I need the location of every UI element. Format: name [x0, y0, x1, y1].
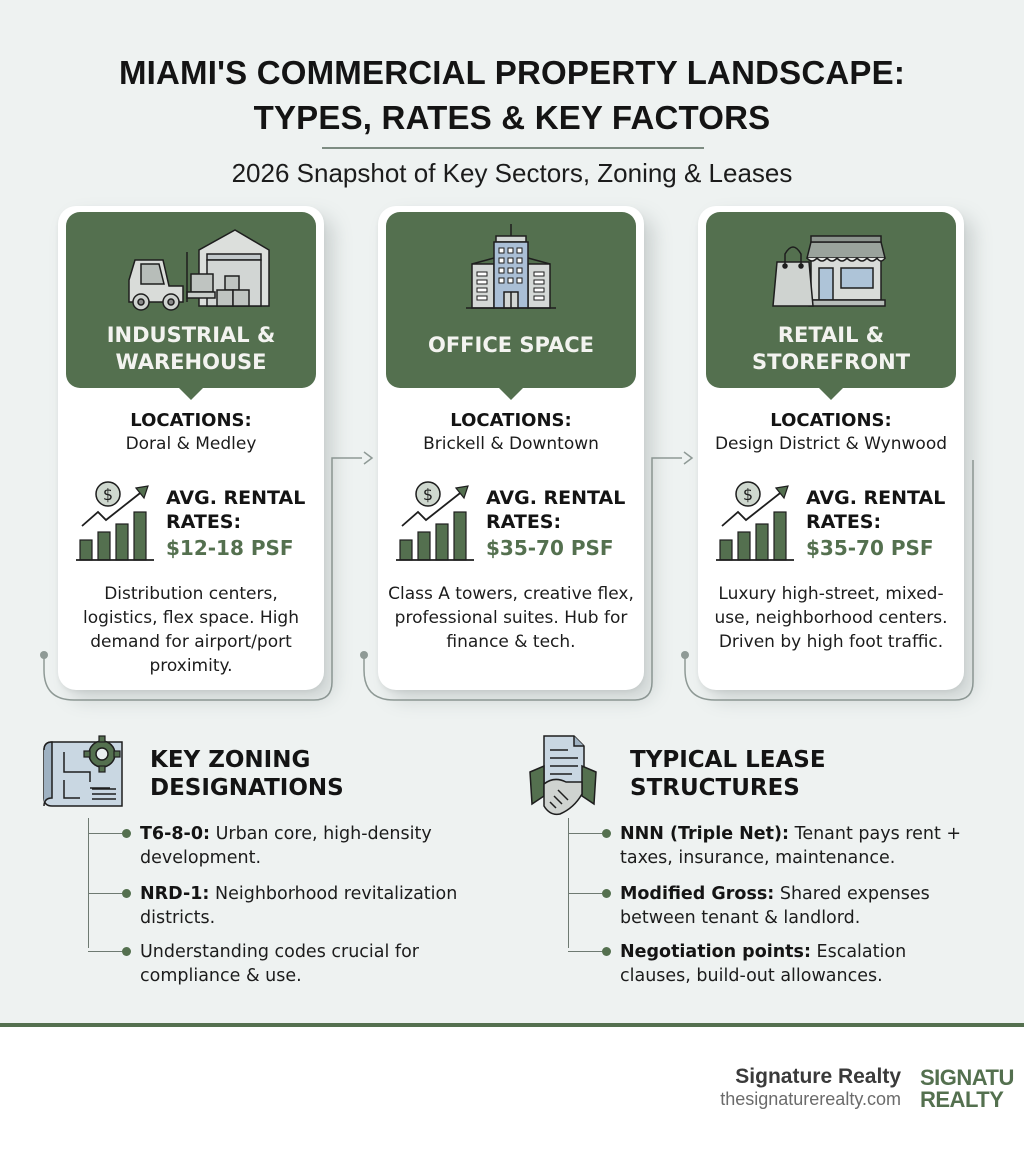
- branch-line: [568, 951, 602, 952]
- zoning-item-text: [140, 882, 500, 930]
- card-office-space: [378, 206, 644, 690]
- item-definition: Escalation clauses, build-out allowances.: [620, 942, 907, 986]
- blueprint-gear-icon: [30, 732, 120, 812]
- lease-item-text: [620, 882, 980, 930]
- footer: [0, 1027, 1024, 1154]
- locations-value: Design District & Wynwood: [714, 434, 948, 454]
- item-definition: Urban core, high-density development.: [140, 824, 432, 868]
- item-term: T6-8-0:: [140, 824, 210, 844]
- card-title-line-2: STOREFRONT: [751, 350, 911, 374]
- bullet-dot: [122, 947, 131, 956]
- branch-line: [88, 833, 122, 834]
- title-line-2: TYPES, RATES & KEY FACTORS: [253, 99, 771, 136]
- locations-value: Doral & Medley: [125, 434, 257, 454]
- title-line-1: MIAMI'S COMMERCIAL PROPERTY LANDSCAPE:: [118, 54, 906, 91]
- rate-label-line-2: RATES:: [486, 511, 562, 533]
- page-title: [0, 50, 1024, 140]
- rate-label: [806, 486, 956, 534]
- card-title-line-2: WAREHOUSE: [115, 350, 267, 374]
- zoning-title-line-2: DESIGNATIONS: [150, 775, 344, 801]
- dollar-growth-chart-icon: [714, 480, 798, 564]
- storefront-shopping-bag-icon: [706, 222, 956, 312]
- title-divider: [322, 147, 704, 149]
- dollar-growth-chart-icon: [394, 480, 478, 564]
- tree-connector: [88, 818, 89, 948]
- page-subtitle: 2026 Snapshot of Key Sectors, Zoning & Leases: [231, 158, 793, 188]
- lease-title-line-1: TYPICAL LEASE: [630, 747, 826, 773]
- card-title: [66, 322, 316, 376]
- branch-line: [568, 893, 602, 894]
- card-title: [386, 332, 636, 359]
- rate-value: $35-70 PSF: [806, 536, 934, 560]
- card-description: Luxury high-street, mixed-use, neighborhood centers. Driven by high foot traffic.: [714, 584, 948, 652]
- card-industrial-warehouse: [58, 206, 324, 690]
- rate-label-line-2: RATES:: [166, 511, 242, 533]
- brand-logo: [920, 1067, 1024, 1111]
- locations-label: LOCATIONS:: [770, 410, 892, 431]
- rate-label-line-1: AVG. RENTAL: [166, 487, 306, 509]
- rate-value: $12-18 PSF: [166, 536, 294, 560]
- brand-name: Signature Realty: [735, 1065, 901, 1088]
- locations-label: LOCATIONS:: [450, 410, 572, 431]
- zoning-item-text: [140, 940, 500, 988]
- card-description: Class A towers, creative flex, professional suites. Hub for finance & tech.: [388, 584, 634, 652]
- branch-line: [88, 893, 122, 894]
- item-definition: Understanding codes crucial for compliance & use.: [140, 942, 419, 986]
- item-term: Modified Gross:: [620, 884, 775, 904]
- card-title-line-1: OFFICE SPACE: [427, 333, 595, 357]
- zoning-title: [150, 746, 344, 802]
- rate-label-line-1: AVG. RENTAL: [486, 487, 626, 509]
- contract-handshake-icon: [510, 732, 600, 812]
- branch-line: [88, 951, 122, 952]
- item-definition: Shared expenses between tenant & landlord.: [620, 884, 930, 928]
- office-building-icon: [386, 222, 636, 312]
- bullet-dot: [122, 829, 131, 838]
- rate-label: [166, 486, 316, 534]
- bullet-dot: [602, 889, 611, 898]
- svg-text:$: $: [102, 485, 114, 504]
- item-definition: Neighborhood revitalization districts.: [140, 884, 458, 928]
- item-term: NNN (Triple Net):: [620, 824, 790, 844]
- card-title-line-1: RETAIL &: [777, 323, 885, 347]
- dollar-growth-chart-icon: [74, 480, 158, 564]
- bullet-dot: [602, 947, 611, 956]
- card-header: [66, 212, 316, 388]
- bullet-dot: [602, 829, 611, 838]
- item-term: NRD-1:: [140, 884, 210, 904]
- logo-line-2: REALTY: [920, 1087, 1004, 1111]
- lease-title: [630, 746, 826, 802]
- locations-value: Brickell & Downtown: [423, 434, 599, 454]
- rate-label-line-1: AVG. RENTAL: [806, 487, 946, 509]
- brand-url-link[interactable]: thesignaturerealty.com: [720, 1089, 901, 1109]
- lease-section: [510, 732, 980, 1002]
- svg-text:$: $: [742, 485, 754, 504]
- card-title: [706, 322, 956, 376]
- lease-item-text: [620, 822, 980, 870]
- item-term: Negotiation points:: [620, 942, 811, 962]
- locations-label: LOCATIONS:: [130, 410, 252, 431]
- bullet-dot: [122, 889, 131, 898]
- svg-text:$: $: [422, 485, 434, 504]
- zoning-item-text: [140, 822, 500, 870]
- zoning-title-line-1: KEY ZONING: [150, 747, 311, 773]
- tree-connector: [568, 818, 569, 948]
- rate-label-line-2: RATES:: [806, 511, 882, 533]
- card-header: [706, 212, 956, 388]
- card-description: Distribution centers, logistics, flex space. High demand for airport/port proximity.: [83, 584, 299, 676]
- item-definition: Tenant pays rent + taxes, insurance, maintenance.: [620, 824, 962, 868]
- card-title-line-1: INDUSTRIAL &: [106, 323, 276, 347]
- logo-line-1: SIGNATU: [920, 1067, 1014, 1090]
- branch-line: [568, 833, 602, 834]
- forklift-warehouse-icon: [66, 222, 316, 312]
- lease-item-text: [620, 940, 980, 988]
- card-header: [386, 212, 636, 388]
- rate-label: [486, 486, 636, 534]
- zoning-section: [30, 732, 500, 1002]
- rate-value: $35-70 PSF: [486, 536, 614, 560]
- lease-title-line-2: STRUCTURES: [630, 775, 800, 801]
- card-retail-storefront: [698, 206, 964, 690]
